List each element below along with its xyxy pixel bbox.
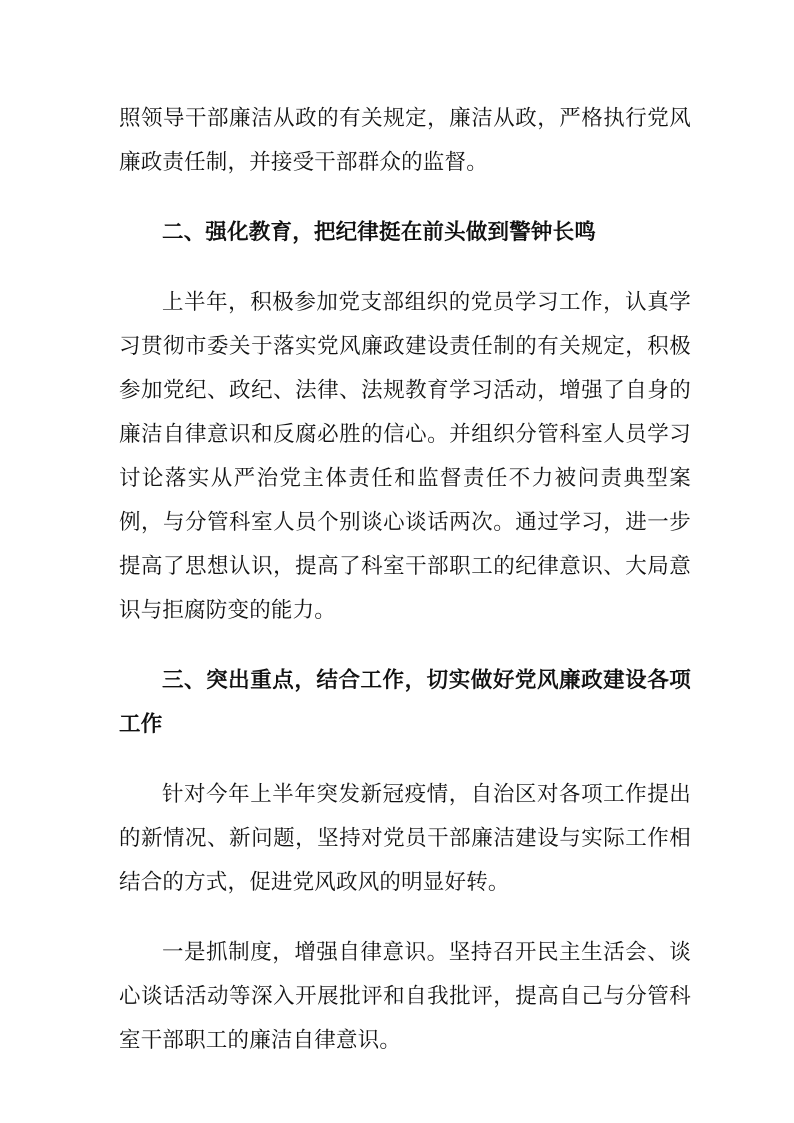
- spacer: [119, 633, 691, 659]
- spacer: [119, 185, 691, 211]
- section-2-paragraph: 上半年，积极参加党支部组织的党员学习工作，认真学习贯彻市委关于落实党风廉政建设责任制的有关规定，积极参加党纪、政纪、法律、法规教育学习活动，增强了自身的廉洁自律意识和反腐必胜的信心。并组织分管科室人员学习讨论落实从严治党主体责任和监督责任不力被问责典型案例，与分管科室人员个别谈心谈话两次。通过学习，进一步提高了思想认识，提高了科室干部职工的纪律意识、大局意识与拒腐防变的能力。: [119, 290, 691, 623]
- spacer: [119, 747, 691, 773]
- intro-paragraph: 照领导干部廉洁从政的有关规定，廉洁从政，严格执行党风廉政责任制，并接受干部群众的监督。: [119, 106, 691, 175]
- spacer: [119, 905, 691, 931]
- document-body: [119, 97, 691, 1063]
- section-3-point-1: 一是抓制度，增强自律意识。坚持召开民主生活会、谈心谈话活动等深入开展批评和自我批评，提高自己与分管科室干部职工的廉洁自律意识。: [119, 940, 691, 1053]
- section-3-paragraph: 针对今年上半年突发新冠疫情，自治区对各项工作提出的新情况、新问题，坚持对党员干部廉洁建设与实际工作相结合的方式，促进党风政风的明显好转。: [119, 782, 691, 895]
- spacer: [119, 255, 691, 281]
- section-3-heading: 三、突出重点，结合工作，切实做好党风廉政建设各项工作: [119, 668, 691, 737]
- section-2-heading: 二、强化教育，把纪律挺在前头做到警钟长鸣: [162, 220, 597, 245]
